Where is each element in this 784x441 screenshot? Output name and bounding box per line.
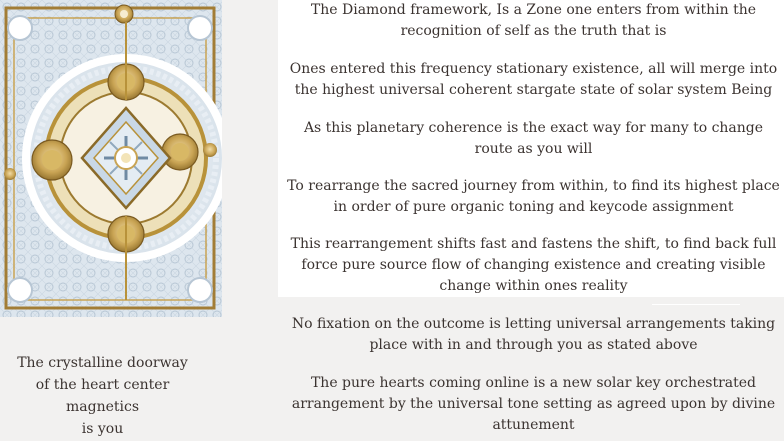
divider: [652, 304, 740, 305]
paragraph-3: As this planetary coherence is the exact way for many to change route as you will: [303, 120, 764, 157]
paragraph-1: The Diamond framework, Is a Zone one enters from within the recognition of self as the truth that is: [310, 2, 757, 39]
mandala-artwork: [0, 0, 222, 317]
paragraph-2: Ones entered this frequency stationary existence, all will merge into the highest universal coherent stargate state of solar system Being: [289, 61, 778, 98]
paragraph-5: This rearrangement shifts fast and fastens the shift, to find back full force pure source flow of changing existence and creating visible change within ones reality: [290, 236, 777, 294]
paragraph-6: No fixation on the outcome is letting universal arrangements taking place with in and through you as stated above: [291, 316, 776, 353]
caption-line-1: The crystalline doorway: [17, 355, 188, 371]
caption-line-2: of the heart center magnetics: [35, 377, 170, 415]
paragraph-7: The pure hearts coming online is a new solar key orchestrated arrangement by the universal tone setting as agreed upon by divine attunement: [291, 375, 776, 433]
caption-line-3: is you: [81, 421, 124, 437]
image-caption: [0, 352, 205, 440]
mandala-artwork-icon: [0, 0, 222, 317]
paragraph-4: To rearrange the sacred journey from within, to find its highest place in order of pure organic toning and keycode assignment: [287, 178, 780, 215]
